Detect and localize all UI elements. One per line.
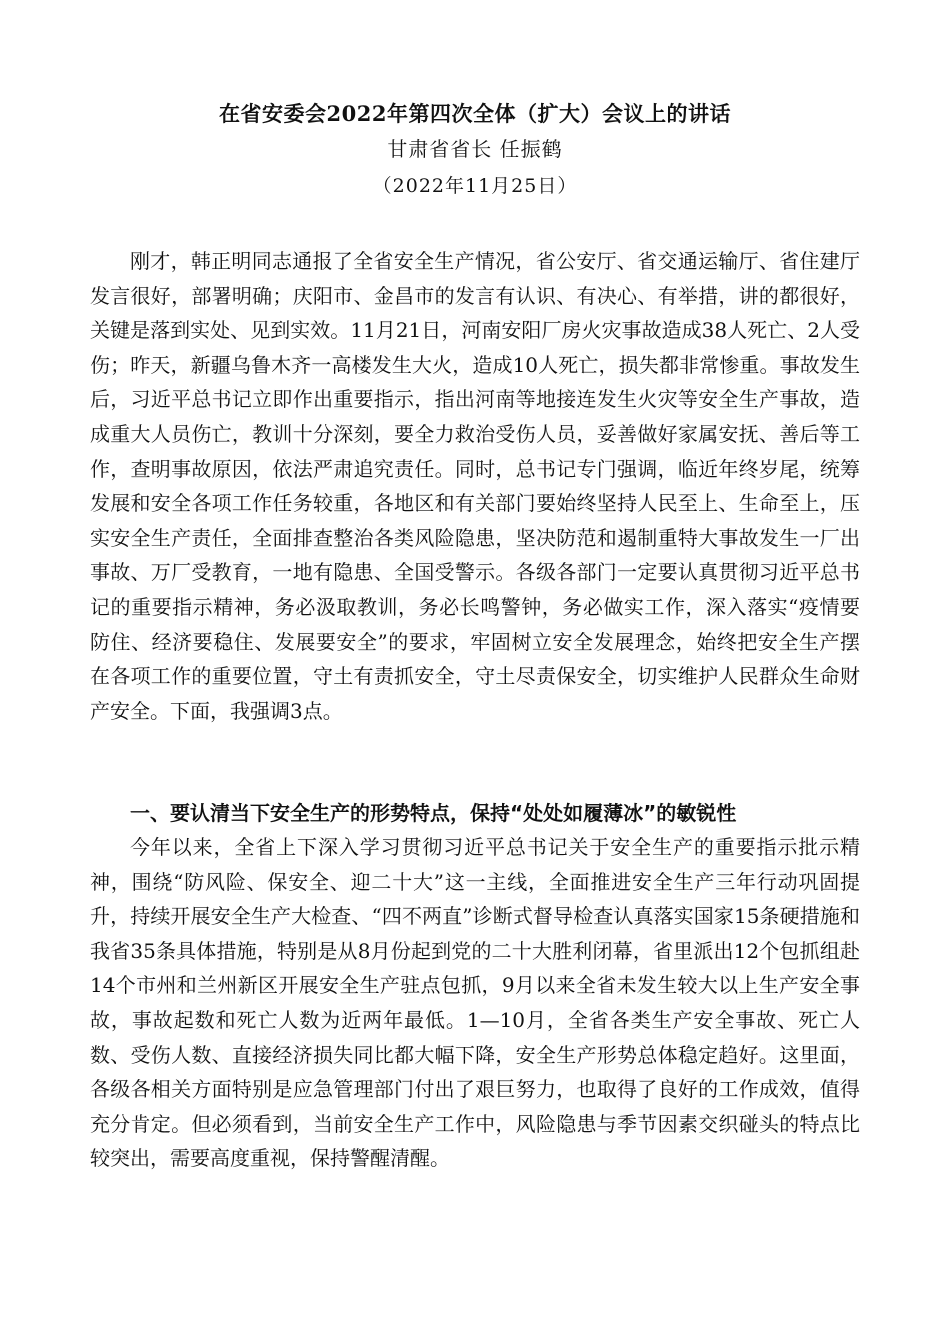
document-author: 甘肃省省长 任振鹤 [387,137,563,161]
paragraph-section-1: 今年以来，全省上下深入学习贯彻习近平总书记关于安全生产的重要指示批示精神，围绕“防风险、保安全、迎二十大”这一主线，全面推进安全生产三年行动巩固提升，持续开展安全生产大检查、“四不两直”诊断式督导检查认真落实国家15条硬措施和我省35条具体措施，特别是从8月份起到党的二十大胜利闭幕，省里派出12个包抓组赴14个市州和兰州新区开展安全生产驻点包抓，9月以来全省未发生较大以上生产安全事故，事故起数和死亡人数为近两年最低。1—10月，全省各类生产安全事故、死亡人数、受伤人数、直接经济损失同比都大幅下降，安全生产形势总体稳定趋好。这里面，各级各相关方面特别是应急管理部门付出了艰巨努力，也取得了良好的工作成效，值得充分肯定。但必须看到，当前安全生产工作中，风险隐患与季节因素交织碰头的特点比较突出，需要高度重视，保持警醒清醒。 [90,835,860,1171]
document-title: 在省安委会2022年第四次全体（扩大）会议上的讲话 [219,101,731,126]
section-heading-1: 一、要认清当下安全生产的形势特点，保持“处处如履薄冰”的敏锐性 [130,801,737,825]
document-date: （2022年11月25日） [372,175,578,197]
paragraph-intro: 刚才，韩正明同志通报了全省安全生产情况，省公安厅、省交通运输厅、省住建厅发言很好，部署明确；庆阳市、金昌市的发言有认识、有决心、有举措，讲的都很好，关键是落到实处、见到实效。11月21日，河南安阳厂房火灾事故造成38人死亡、2人受伤；昨天，新疆乌鲁木齐一高楼发生大火，造成10人死亡，损失都非常惨重。事故发生后，习近平总书记立即作出重要指示，指出河南等地接连发生火灾等安全生产事故，造成重大人员伤亡，教训十分深刻，要全力救治受伤人员，妥善做好家属安抚、善后等工作，查明事故原因，依法严肃追究责任。同时，总书记专门强调，临近年终岁尾，统筹发展和安全各项工作任务较重，各地区和有关部门要始终坚持人民至上、生命至上，压实安全生产责任，全面排查整治各类风险隐患，坚决防范和遏制重特大事故发生一厂出事故、万厂受教育，一地有隐患、全国受警示。各级各部门一定要认真贯彻习近平总书记的重要指示精神，务必汲取教训，务必长鸣警钟，务必做实工作，深入落实“疫情要防住、经济要稳住、发展要安全”的要求，牢固树立安全发展理念，始终把安全生产摆在各项工作的重要位置，守土有责抓安全，守土尽责保安全，切实维护人民群众生命财产安全。下面，我强调3点。 [90,249,860,723]
